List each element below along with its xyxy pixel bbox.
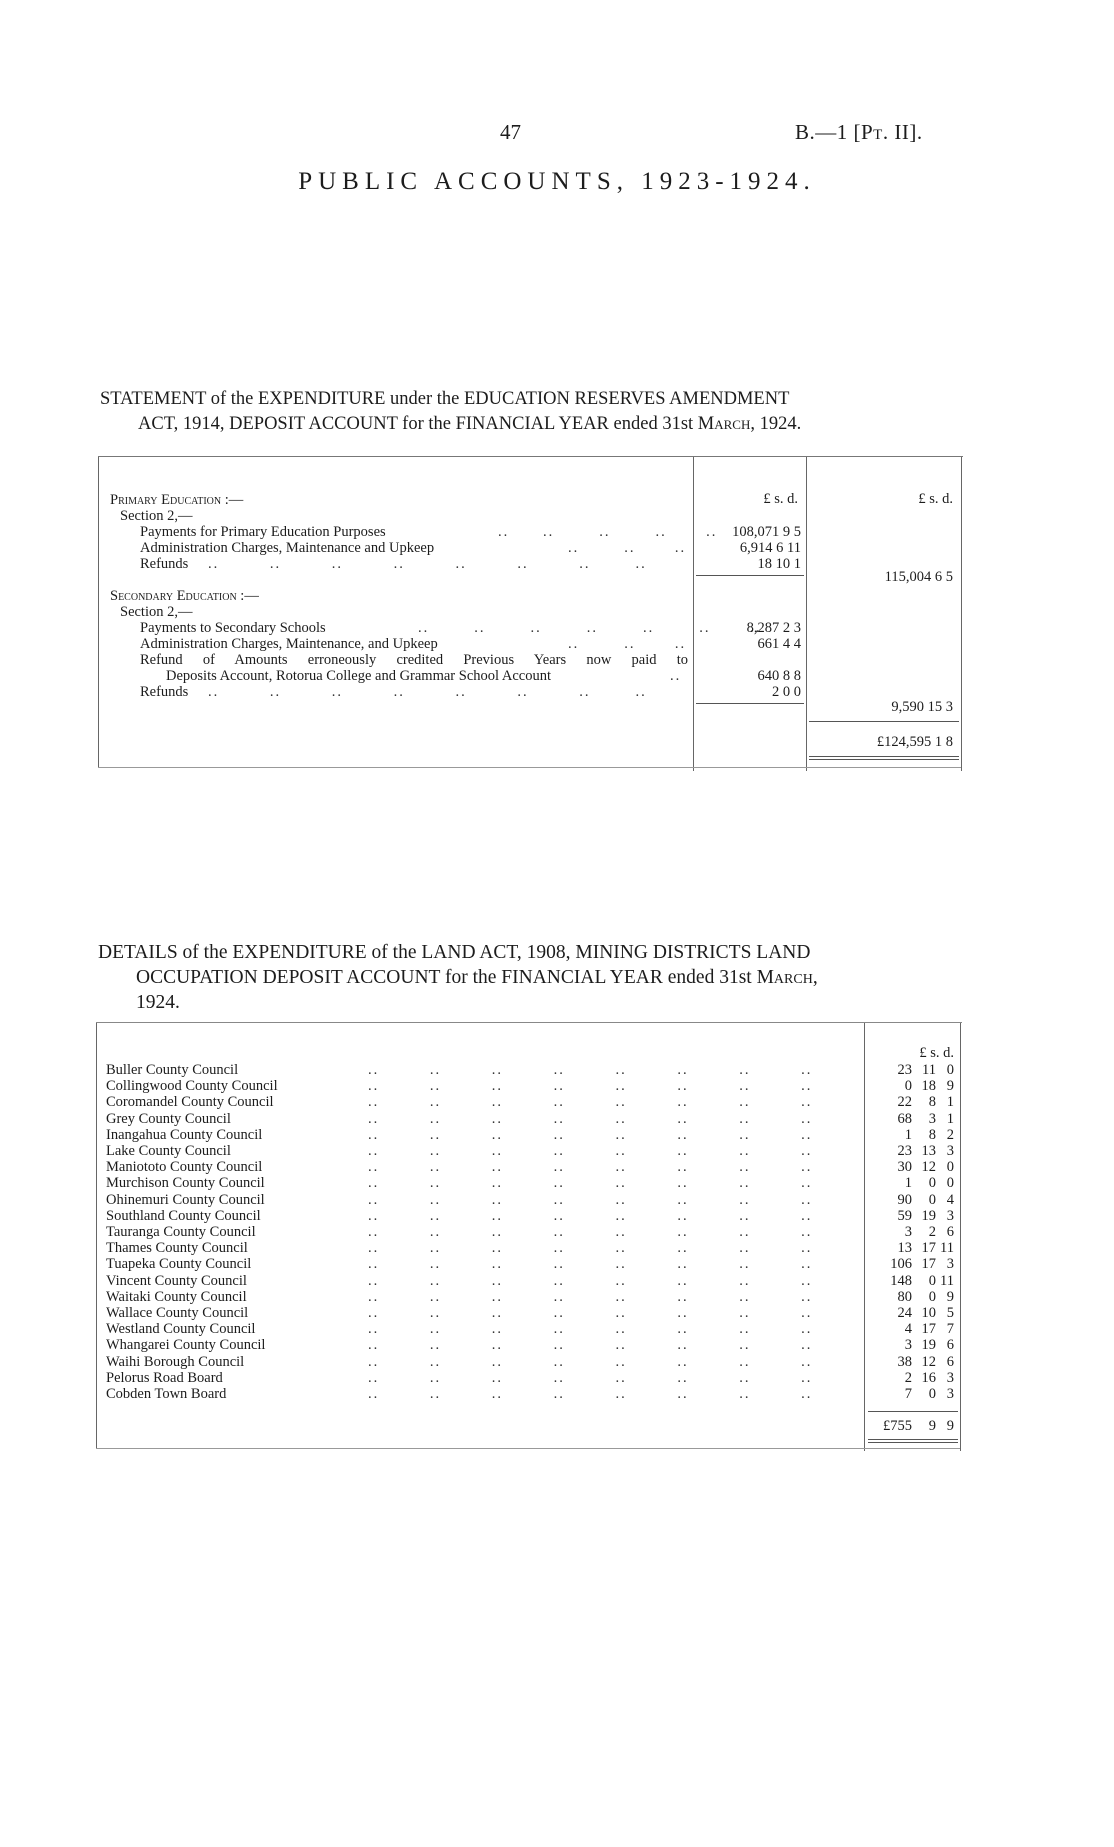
council-name: Thames County Council [106, 1240, 248, 1257]
secondary-total: 9,590 15 3 [891, 699, 953, 715]
column-divider [806, 457, 807, 771]
amount-pence: 4 [946, 1191, 954, 1208]
column-divider [693, 457, 694, 771]
amount-pounds: 30 [897, 1159, 912, 1176]
primary-section: Section 2,— [120, 508, 193, 524]
amount-pounds: 68 [897, 1110, 912, 1127]
column-header-amount: £ s. d. [919, 1045, 954, 1061]
table-border-left [96, 1023, 97, 1449]
statement-title-month: March [697, 414, 751, 434]
amount-pence: 2 [946, 1126, 954, 1143]
amount-shillings: 11 [922, 1062, 936, 1078]
amount-shillings: 0 [928, 1288, 936, 1305]
leader-dots: .. .. .. .. .. .. .. .. [368, 1126, 813, 1143]
table-row [106, 1353, 954, 1370]
amount-shillings: 13 [921, 1143, 936, 1159]
table-row [106, 1207, 954, 1224]
details-title [98, 940, 978, 1015]
secondary-item-label: Payments to Secondary Schools [140, 620, 326, 636]
statement-title-line1: STATEMENT of the EXPENDITURE under the EDUCATION RESERVES AMENDMENT [100, 389, 790, 409]
leader-dots: .. .. .. .. .. .. .. .. [368, 1240, 813, 1257]
total-rule [868, 1411, 958, 1412]
details-table [96, 1022, 962, 1451]
table-row [106, 1143, 954, 1159]
council-name: Inangahua County Council [106, 1126, 263, 1143]
table-row [106, 1078, 954, 1095]
table-row [106, 1305, 954, 1321]
table-row [106, 1159, 954, 1176]
amount-shillings: 10 [921, 1305, 936, 1321]
council-name: Waitaki County Council [106, 1288, 247, 1305]
amount-pounds: 3 [904, 1224, 912, 1240]
table-bottom-border [98, 767, 961, 768]
primary-item-label: Administration Charges, Maintenance and Upkeep [140, 540, 435, 556]
amount-pounds: 4 [904, 1321, 912, 1338]
amount-shillings: 17 [921, 1240, 936, 1257]
amount-pence: 6 [946, 1224, 954, 1240]
column-header-amount: £ s. d. [763, 491, 798, 507]
statement-title-line2 [100, 412, 980, 437]
amount-pence: 11 [940, 1240, 954, 1257]
primary-total: 115,004 6 5 [884, 569, 953, 585]
leader-dots: .. .. .. .. .. .. .. .. [368, 1305, 813, 1321]
secondary-item-label: Refund of Amounts erroneously credited Previous Years now paid to [140, 652, 688, 668]
amount-shillings: 19 [921, 1207, 936, 1224]
details-title-line3: 1924. [136, 992, 180, 1013]
secondary-item-amount: 661 4 4 [757, 636, 801, 652]
details-total-row [106, 1418, 954, 1434]
table-row [106, 1288, 954, 1305]
leader-dots: .. .. .. .. .. .. .. .. [368, 1110, 813, 1127]
primary-item-amount: 18 10 1 [757, 556, 801, 572]
council-name: Westland County Council [106, 1321, 256, 1338]
primary-education-heading: Primary Education :— [110, 492, 244, 508]
leader-dots: .. .. .. .. .. .. .. .. [368, 1337, 813, 1354]
council-name: Maniototo County Council [106, 1159, 263, 1176]
leader-dots: .. .. .. .. .. .. .. [418, 620, 762, 636]
amount-pence: 6 [946, 1337, 954, 1354]
leader-dots: .. .. .. .. .. .. .. .. [368, 1159, 813, 1176]
amount-pounds: 1 [904, 1126, 912, 1143]
council-name: Lake County Council [106, 1143, 231, 1159]
secondary-item-amount: 8,287 2 3 [746, 620, 801, 636]
amount-pounds: 23 [897, 1062, 912, 1078]
leader-dots: .. .. .. .. .. .. .. .. [368, 1369, 813, 1386]
amount-pounds: 24 [897, 1305, 912, 1321]
table-row [106, 1062, 954, 1078]
table-row [106, 1369, 954, 1386]
table-border-left [98, 457, 99, 767]
amount-shillings: 17 [921, 1256, 936, 1273]
amount-pounds: 90 [897, 1191, 912, 1208]
leader-dots: .. .. .. [568, 636, 687, 652]
table-row [106, 1224, 954, 1240]
secondary-item-amount: 2 0 0 [772, 684, 801, 700]
total-double-rule [809, 756, 959, 757]
amount-shillings: 2 [928, 1224, 936, 1240]
council-name: Buller County Council [106, 1062, 239, 1078]
column-header-total: £ s. d. [918, 491, 953, 507]
page-number: 47 [500, 120, 521, 144]
table-row [106, 1191, 954, 1208]
details-title-text: OCCUPATION DEPOSIT ACCOUNT for the FINANCIAL YEAR ended 31st [136, 967, 757, 988]
leader-dots: .. [670, 668, 682, 684]
table-bottom-border [96, 1448, 960, 1449]
amount-pence: 9 [946, 1078, 954, 1095]
council-name: Cobden Town Board [106, 1386, 227, 1402]
leader-dots: .. .. .. .. .. .. .. .. [368, 1062, 813, 1078]
statement-table [98, 456, 963, 771]
council-name: Wallace County Council [106, 1305, 249, 1321]
amount-pounds: 7 [904, 1386, 912, 1402]
primary-item-label: Refunds [140, 556, 189, 572]
leader-dots: .. .. .. .. .. .. .. .. [368, 1321, 813, 1338]
details-title-line2 [98, 965, 978, 990]
council-name: Tauranga County Council [106, 1224, 256, 1240]
amount-pounds: 80 [897, 1288, 912, 1305]
amount-shillings: 18 [921, 1078, 936, 1095]
leader-dots: .. .. .. .. .. .. .. .. [368, 1224, 813, 1240]
secondary-item-label: Refunds [140, 684, 189, 700]
amount-pence: 5 [946, 1305, 954, 1321]
table-row [106, 1386, 954, 1402]
statement-title [100, 387, 980, 437]
amount-pence: 0 [946, 1159, 954, 1176]
leader-dots: .. .. .. .. .. .. .. .. [368, 1256, 813, 1273]
amount-pence: 3 [946, 1143, 954, 1159]
council-name: Vincent County Council [106, 1272, 247, 1289]
primary-item-label: Payments for Primary Education Purposes [140, 524, 386, 540]
amount-pounds: 148 [890, 1272, 912, 1289]
amount-pounds: 23 [897, 1143, 912, 1159]
council-name: Ohinemuri County Council [106, 1191, 265, 1208]
table-row [106, 1337, 954, 1354]
amount-pence: 1 [946, 1110, 954, 1127]
secondary-education-heading: Secondary Education :— [110, 588, 259, 604]
leader-dots: .. .. .. .. .. .. .. .. [208, 684, 647, 700]
council-name: Southland County Council [106, 1207, 261, 1224]
amount-shillings: 8 [928, 1126, 936, 1143]
statement-title-text: ACT, 1914, DEPOSIT ACCOUNT for the FINANCIAL YEAR ended 31st [138, 414, 698, 434]
amount-pounds: 38 [897, 1353, 912, 1370]
amount-pounds: 1 [904, 1175, 912, 1192]
details-title-month: March, [756, 967, 818, 988]
council-name: Pelorus Road Board [106, 1369, 223, 1386]
amount-pence: 6 [946, 1353, 954, 1370]
amount-shillings: 0 [928, 1175, 936, 1192]
council-name: Collingwood County Council [106, 1078, 278, 1095]
table-row [106, 1126, 954, 1143]
table-border-right [961, 457, 962, 771]
council-name: Grey County Council [106, 1110, 231, 1127]
leader-dots: .. .. .. .. .. .. .. .. [368, 1353, 813, 1370]
document-reference [795, 120, 923, 145]
total-double-rule [868, 1439, 958, 1440]
leader-dots: .. .. .. [568, 540, 687, 556]
leader-dots: .. .. .. .. .. .. .. .. [368, 1175, 813, 1192]
amount-pounds: 22 [897, 1094, 912, 1111]
amount-shillings: 12 [921, 1159, 936, 1176]
leader-dots: .. .. .. .. .. .. .. .. [368, 1094, 813, 1111]
amount-pounds: 3 [904, 1337, 912, 1354]
amount-pence: 9 [946, 1288, 954, 1305]
amount-shillings: 16 [921, 1369, 936, 1386]
ref-prefix: B.—1 [ [795, 120, 861, 144]
council-name: Waihi Borough Council [106, 1353, 245, 1370]
amount-pence: 3 [946, 1256, 954, 1273]
amount-pence: 0 [946, 1062, 954, 1078]
amount-pounds: 2 [904, 1369, 912, 1386]
primary-item-amount: 6,914 6 11 [739, 540, 801, 556]
amount-pence: 3 [946, 1369, 954, 1386]
amount-pence: 1 [946, 1094, 954, 1111]
table-row [106, 1321, 954, 1338]
leader-dots: .. .. .. .. .. .. .. .. [368, 1207, 813, 1224]
amount-pence: 0 [946, 1175, 954, 1192]
total-double-rule [868, 1442, 958, 1443]
table-row [106, 1110, 954, 1127]
amount-shillings: 0 [928, 1191, 936, 1208]
leader-dots: .. .. .. .. .. .. .. .. [368, 1386, 813, 1402]
statement-title-end: , 1924. [750, 414, 802, 434]
amount-shillings: 17 [921, 1321, 936, 1338]
leader-dots: .. .. .. .. .. .. .. .. [368, 1272, 813, 1289]
table-row [106, 1256, 954, 1273]
amount-shillings: 19 [921, 1337, 936, 1354]
amount-shillings: 3 [928, 1110, 936, 1127]
table-row [106, 1094, 954, 1111]
subtotal-rule [696, 703, 804, 704]
leader-dots: .. .. .. .. .. .. .. .. [368, 1191, 813, 1208]
amount-pounds: 0 [904, 1078, 912, 1095]
ref-part: Pt. II [861, 120, 910, 144]
total-shillings: 9 [928, 1418, 936, 1434]
table-border-right [960, 1023, 961, 1451]
secondary-item-label: Administration Charges, Maintenance, and Upkeep [140, 636, 438, 652]
total-rule [809, 721, 959, 722]
council-name: Murchison County Council [106, 1175, 265, 1192]
leader-dots: .. .. .. .. .. .. .. .. [368, 1078, 813, 1095]
amount-shillings: 8 [928, 1094, 936, 1111]
amount-pence: 3 [946, 1207, 954, 1224]
amount-shillings: 0 [928, 1386, 936, 1402]
table-row [106, 1240, 954, 1257]
primary-item-amount: 108,071 9 5 [732, 524, 801, 540]
amount-pounds: 13 [897, 1240, 912, 1257]
amount-pence: 7 [946, 1321, 954, 1338]
leader-dots: .. .. .. .. .. .. .. .. [368, 1288, 813, 1305]
page-title: PUBLIC ACCOUNTS, 1923-1924. [298, 168, 816, 195]
details-title-line1: DETAILS of the EXPENDITURE of the LAND ACT, 1908, MINING DISTRICTS LAND [98, 942, 811, 963]
ref-suffix: ]. [909, 120, 923, 144]
leader-dots: .. .. .. .. .. .. .. .. [208, 556, 647, 572]
amount-pence: 3 [946, 1386, 954, 1402]
total-pence: 9 [946, 1418, 954, 1434]
subtotal-rule [696, 575, 804, 576]
amount-pounds: 106 [890, 1256, 912, 1273]
leader-dots: .. .. .. .. .. .. .. .. [368, 1143, 813, 1159]
grand-total: £124,595 1 8 [876, 734, 953, 750]
secondary-item-amount: 640 8 8 [757, 668, 801, 684]
secondary-item-label: Deposits Account, Rotorua College and Grammar School Account [166, 668, 551, 684]
total-double-rule [809, 759, 959, 760]
total-pounds: £755 [883, 1418, 912, 1434]
council-name: Tuapeka County Council [106, 1256, 252, 1273]
council-name: Coromandel County Council [106, 1094, 274, 1111]
amount-pence: 11 [940, 1272, 954, 1289]
table-row [106, 1175, 954, 1192]
council-name: Whangarei County Council [106, 1337, 266, 1354]
amount-shillings: 12 [921, 1353, 936, 1370]
secondary-section: Section 2,— [120, 604, 193, 620]
amount-shillings: 0 [928, 1272, 936, 1289]
table-row [106, 1272, 954, 1289]
amount-pounds: 59 [897, 1207, 912, 1224]
leader-dots: .. .. .. .. .. [498, 524, 718, 540]
